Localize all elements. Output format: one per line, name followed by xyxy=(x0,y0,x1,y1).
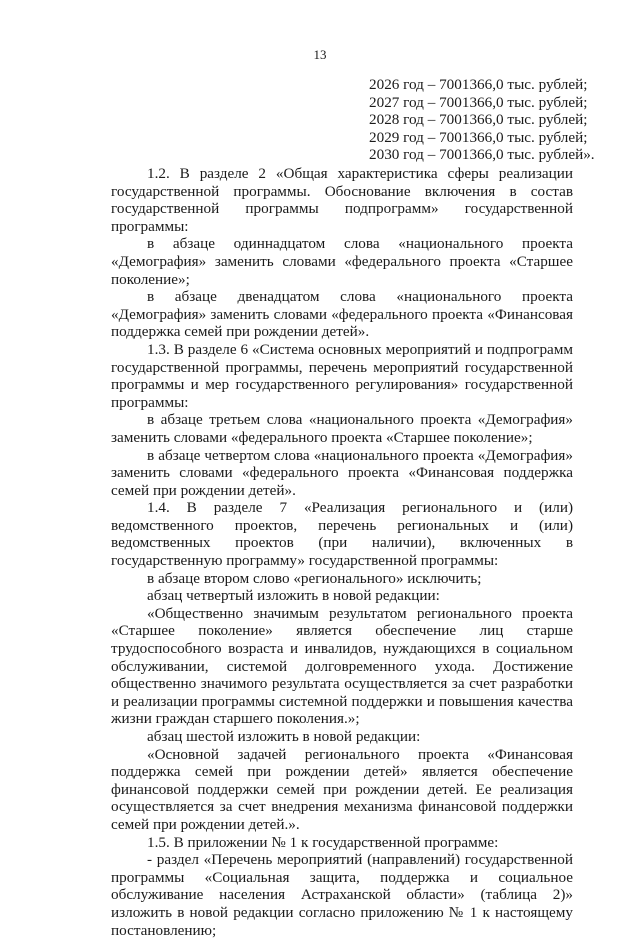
paragraph: в абзаце одиннадцатом слова «национального проекта «Демография» заменить словами «федерального проекта «Старшее поколение»; xyxy=(111,235,573,288)
funding-year-line: 2029 год – 7001366,0 тыс. рублей; xyxy=(369,128,588,146)
paragraph: в абзаце третьем слова «национального проекта «Демография» заменить словами «федерального проекта «Старшее поколение»; xyxy=(111,411,573,446)
paragraph: в абзаце двенадцатом слова «национального проекта «Демография» заменить словами «федерального проекта «Финансовая поддержка семей при рождении детей». xyxy=(111,288,573,341)
document-body xyxy=(111,165,573,939)
quoted-paragraph: «Общественно значимым результатом регионального проекта «Старшее поколение» является обеспечение лиц старше трудоспособного возраста и инвалидов, нуждающихся в социальном обслуживании, системой долговременного ухода. Достижение общественно значимого результата осуществляется за счет разработки и реализации программы системной поддержки и повышения качества жизни граждан старшего поколения.»; xyxy=(111,604,573,728)
paragraph: абзац шестой изложить в новой редакции: xyxy=(147,728,421,745)
funding-year-line: 2030 год – 7001366,0 тыс. рублей». xyxy=(369,146,595,164)
paragraph: абзац четвертый изложить в новой редакции: xyxy=(147,587,440,605)
quoted-paragraph: «Основной задачей регионального проекта «Финансовая поддержка семей при рождении детей» является обеспечение финансовой поддержки семей при рождении детей. Ее реализация осуществляется за счет внедрения механизма финансовой поддержки семей при рождении детей.». xyxy=(111,745,573,833)
list-item: - раздел «Перечень мероприятий (направлений) государственной программы «Социальная защита, поддержка и социальное обслуживание населения Астраханской области» (таблица 2)» изложить в новой редакции согласно приложению № 1 к настоящему постановлению; xyxy=(111,851,573,939)
section-item-1-5: 1.5. В приложении № 1 к государственной программе: xyxy=(147,833,499,851)
funding-years-list xyxy=(369,76,619,164)
section-item-1-2: 1.2. В разделе 2 «Общая характеристика сферы реализации государственной программы. Обоснование включения в состав государственной программы подпрограмм» государственной программы: xyxy=(111,165,573,235)
page-number: 13 xyxy=(313,47,327,62)
funding-year-line: 2027 год – 7001366,0 тыс. рублей; xyxy=(369,93,588,111)
paragraph: в абзаце втором слово «регионального» исключить; xyxy=(147,569,482,587)
funding-year-line: 2026 год – 7001366,0 тыс. рублей; xyxy=(369,76,588,93)
section-item-1-4: 1.4. В разделе 7 «Реализация регионального и (или) ведомственного проектов, перечень региональных и (или) ведомственных проектов (при наличии), включенных в государственную программу» государственной программы: xyxy=(111,499,573,570)
section-item-1-3: 1.3. В разделе 6 «Система основных мероприятий и подпрограмм государственной программы, перечень мероприятий государственной программы и мер государственного регулирования» государственной программы: xyxy=(111,340,573,411)
paragraph: в абзаце четвертом слова «национального проекта «Демография» заменить словами «федерального проекта «Финансовая поддержка семей при рождении детей». xyxy=(111,446,573,499)
funding-year-line: 2028 год – 7001366,0 тыс. рублей; xyxy=(369,111,588,129)
